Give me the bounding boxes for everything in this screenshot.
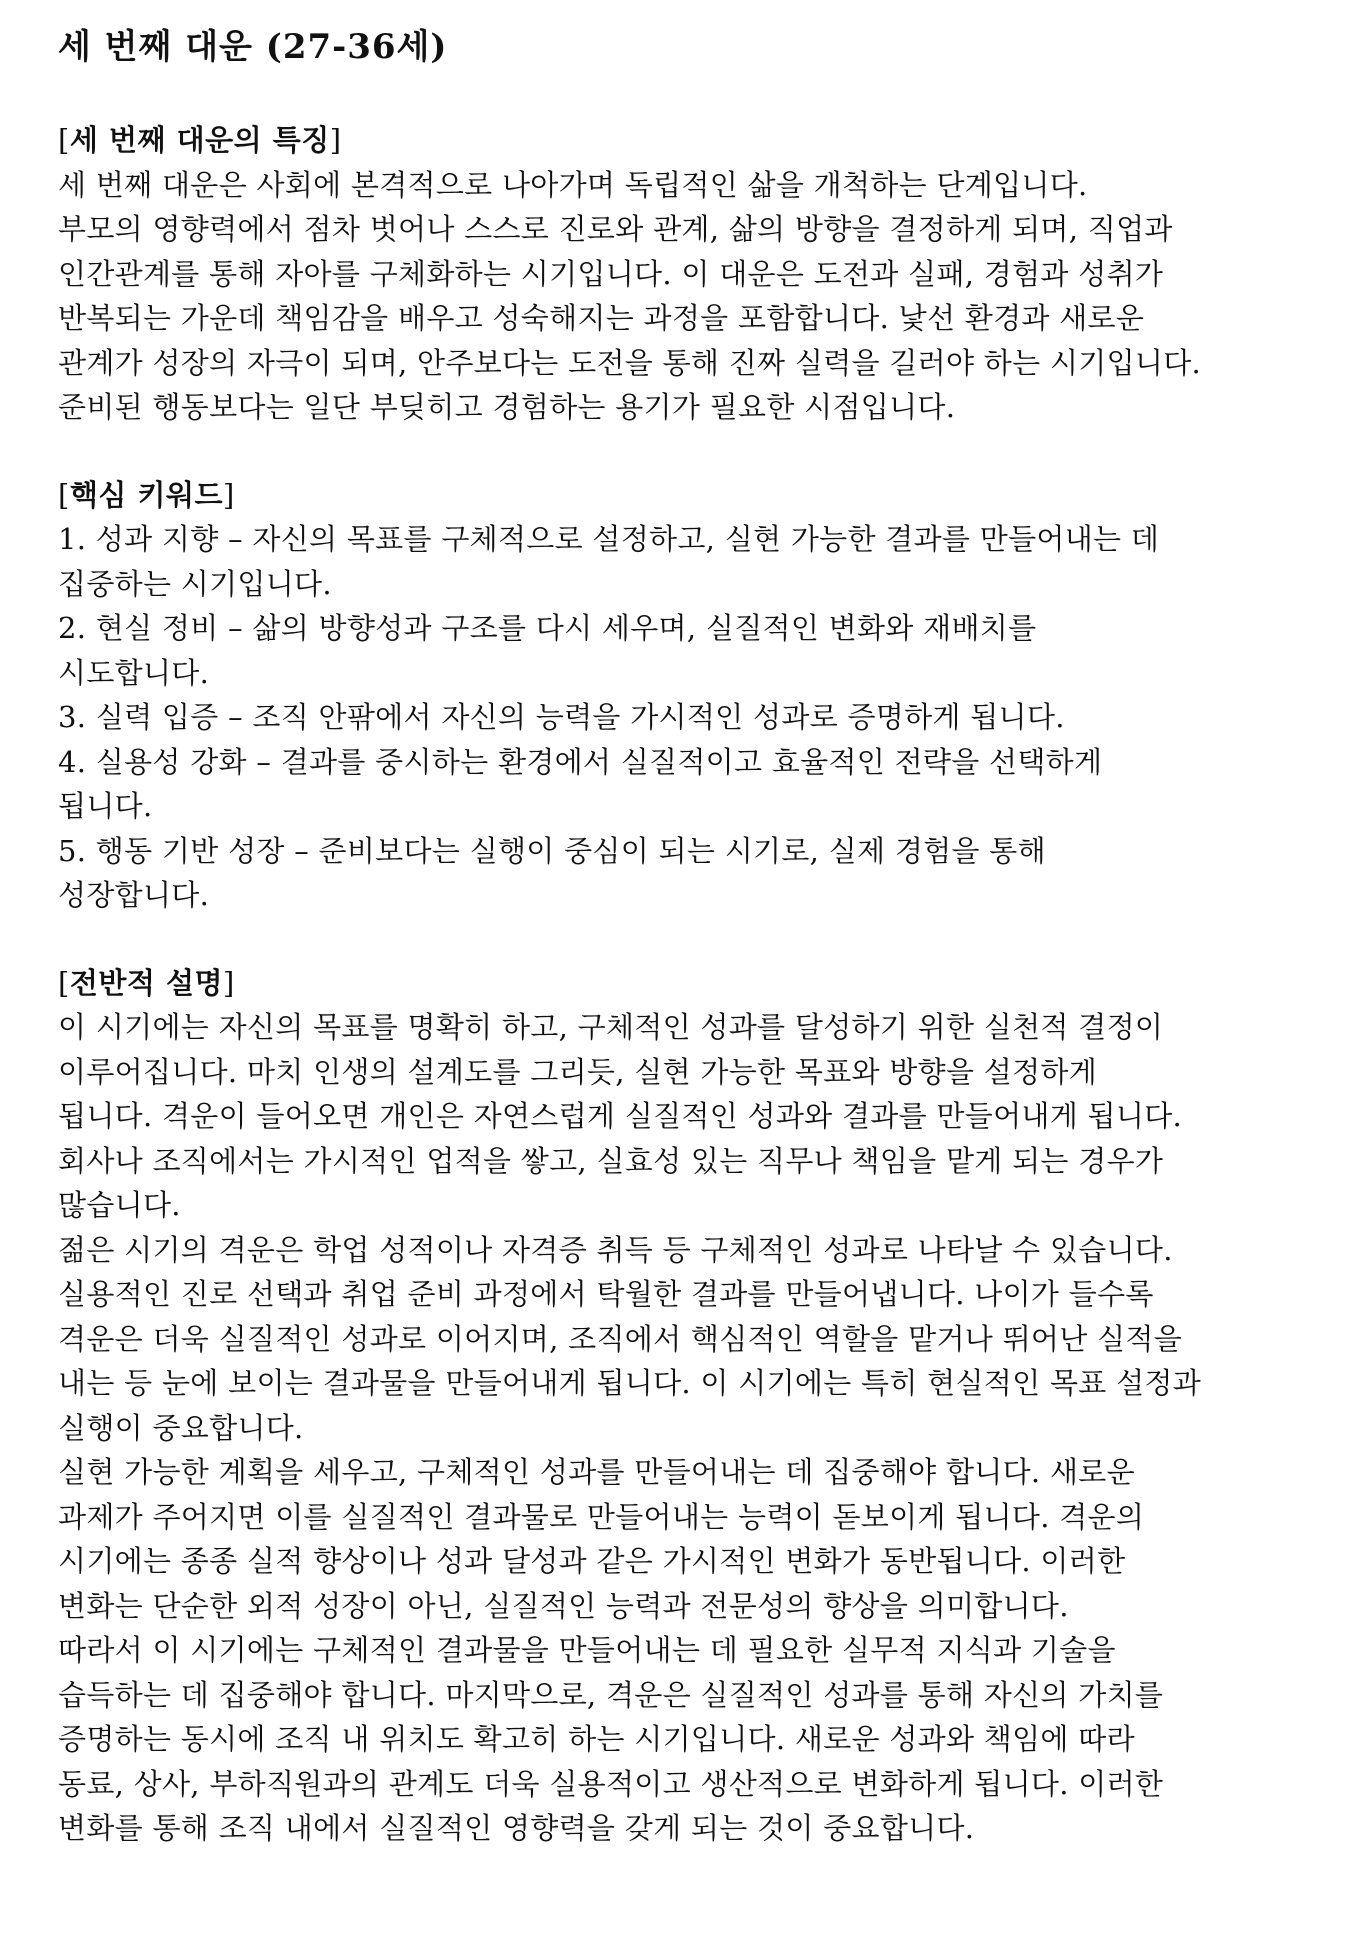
body-text-line: 5. 행동 기반 성장 – 준비보다는 실행이 중심이 되는 시기로, 실제 경험을 통해 <box>58 833 1046 868</box>
body-text-line: 관계가 성장의 자극이 되며, 안주보다는 도전을 통해 진짜 실력을 길러야 하는 시기입니다. <box>58 345 1202 380</box>
heading-bracket-close: ] <box>223 477 235 512</box>
body-text-line: 반복되는 가운데 책임감을 배우고 성숙해지는 과정을 포함합니다. 낯선 환경과 새로운 <box>58 301 1145 335</box>
sections-container <box>58 118 1348 1851</box>
body-text-line: 따라서 이 시기에는 구체적인 결과물을 만들어내는 데 필요한 실무적 지식과 기술을 <box>58 1633 1116 1667</box>
body-text-line: 격운은 더욱 실질적인 성과로 이어지며, 조직에서 핵심적인 역할을 맡거나 뛰어난 실적을 <box>58 1321 1183 1356</box>
body-text-line: 됩니다. <box>58 789 153 823</box>
body-text-line: 많습니다. <box>58 1188 181 1222</box>
body-text-line: 준비된 행동보다는 일단 부딪히고 경험하는 용기가 필요한 시점입니다. <box>58 390 956 424</box>
body-text-line: 2. 현실 정비 – 삶의 방향성과 구조를 다시 세우며, 실질적인 변화와 재배치를 <box>58 611 1037 645</box>
body-text-line: 이 시기에는 자신의 목표를 명확히 하고, 구체적인 성과를 달성하기 위한 실천적 결정이 <box>58 1010 1164 1044</box>
body-text-line: 실현 가능한 계획을 세우고, 구체적인 성과를 만들어내는 데 집중해야 합니다. 새로운 <box>58 1455 1135 1489</box>
document-page <box>58 18 1348 1851</box>
body-text-line: 인간관계를 통해 자아를 구체화하는 시기입니다. 이 대운은 도전과 실패, 경험과 성취가 <box>58 256 1164 291</box>
heading-bracket-open: [ <box>58 123 70 157</box>
body-text-line: 3. 실력 입증 – 조직 안팎에서 자신의 능력을 가시적인 성과로 증명하게 됩니다. <box>58 700 1065 734</box>
section-heading-text: 핵심 키워드 <box>69 477 223 512</box>
section <box>58 118 1348 430</box>
heading-bracket-open: [ <box>58 477 70 512</box>
body-text-line: 과제가 주어지면 이를 실질적인 결과물로 만들어내는 능력이 돋보이게 됩니다. 격운의 <box>58 1499 1145 1534</box>
section <box>58 961 1348 1851</box>
section-heading <box>58 118 1348 163</box>
body-text-line: 집중하는 시기입니다. <box>58 566 332 601</box>
heading-bracket-close: ] <box>329 123 342 157</box>
body-text-line: 세 번째 대운은 사회에 본격적으로 나아가며 독립적인 삶을 개척하는 단계입니다. <box>58 167 1088 202</box>
body-text-line: 변화는 단순한 외적 성장이 아닌, 실질적인 능력과 전문성의 향상을 의미합니다. <box>58 1588 1069 1623</box>
body-text-line: 실용적인 진로 선택과 취업 준비 과정에서 탁월한 결과를 만들어냅니다. 나이가 들수록 <box>58 1277 1154 1311</box>
body-text-line: 증명하는 동시에 조직 내 위치도 확고히 하는 시기입니다. 새로운 성과와 책임에 따라 <box>58 1722 1135 1756</box>
body-text-line: 동료, 상사, 부하직원과의 관계도 더욱 실용적이고 생산적으로 변화하게 됩니다. 이러한 <box>58 1766 1164 1801</box>
body-text-line: 4. 실용성 강화 – 결과를 중시하는 환경에서 실질적이고 효율적인 전략을 선택하게 <box>58 744 1103 779</box>
body-text-line: 이루어집니다. 마치 인생의 설계도를 그리듯, 실현 가능한 목표와 방향을 설정하게 <box>58 1054 1098 1089</box>
section-heading <box>58 473 1348 518</box>
section-heading-text: 세 번째 대운의 특징 <box>69 123 330 157</box>
body-text-line: 실행이 중요합니다. <box>58 1410 304 1445</box>
body-text-line: 됩니다. 격운이 들어오면 개인은 자연스럽게 실질적인 성과와 결과를 만들어내게 됩니다. <box>58 1099 1183 1133</box>
section <box>58 473 1348 918</box>
body-text-line: 변화를 통해 조직 내에서 실질적인 영향력을 갖게 되는 것이 중요합니다. <box>58 1811 975 1845</box>
heading-bracket-open: [ <box>58 965 70 1000</box>
page-title: 세 번째 대운 (27-36세) <box>58 27 448 67</box>
body-text-line: 시도합니다. <box>58 655 210 690</box>
heading-bracket-close: ] <box>223 965 235 1000</box>
body-text-line: 내는 등 눈에 보이는 결과물을 만들어내게 됩니다. 이 시기에는 특히 현실적인 목표 설정과 <box>58 1366 1202 1400</box>
body-text-line: 1. 성과 지향 – 자신의 목표를 구체적으로 설정하고, 실현 가능한 결과를 만들어내는 데 <box>58 522 1160 556</box>
body-text-line: 습득하는 데 집중해야 합니다. 마지막으로, 격운은 실질적인 성과를 통해 자신의 가치를 <box>58 1677 1164 1712</box>
body-text-line: 부모의 영향력에서 점차 벗어나 스스로 진로와 관계, 삶의 방향을 결정하게 되며, 직업과 <box>58 212 1173 246</box>
body-text-line: 성장합니다. <box>58 878 210 912</box>
section-heading <box>58 961 1348 1006</box>
body-text-line: 시기에는 종종 실적 향상이나 성과 달성과 같은 가시적인 변화가 동반됩니다. 이러한 <box>58 1544 1126 1578</box>
body-text-line: 회사나 조직에서는 가시적인 업적을 쌓고, 실효성 있는 직무나 책임을 맡게 되는 경우가 <box>58 1143 1164 1178</box>
body-text-line: 젊은 시기의 격운은 학업 성적이나 자격증 취득 등 구체적인 성과로 나타날 수 있습니다. <box>58 1232 1173 1267</box>
section-heading-text: 전반적 설명 <box>69 965 223 1000</box>
